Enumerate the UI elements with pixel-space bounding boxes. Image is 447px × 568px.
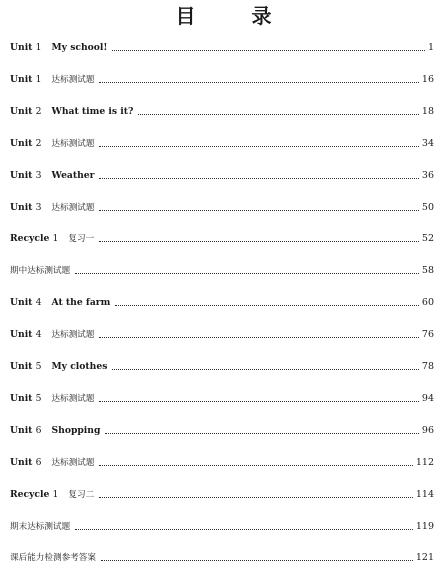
toc-entry[interactable] xyxy=(10,455,434,471)
toc-entry-unit-label: Recycle xyxy=(10,233,50,245)
toc-entry-unit-number: 4 xyxy=(35,329,42,341)
toc-entry-page-number: 112 xyxy=(415,456,434,468)
dot-leader xyxy=(99,209,418,211)
toc-entry-title: Weather xyxy=(51,169,95,181)
toc-entry-title: 期中达标测试题 xyxy=(10,266,71,277)
dot-leader xyxy=(99,464,412,466)
toc-entry-unit-label: Unit xyxy=(10,137,33,149)
toc-entry-unit xyxy=(10,391,42,407)
toc-entry-unit xyxy=(10,295,42,311)
toc-entry-title: 复习一 xyxy=(68,234,95,245)
toc-entry-title: 达标测试题 xyxy=(51,138,95,149)
toc-entry-unit-label: Unit xyxy=(10,456,33,468)
toc-entry[interactable] xyxy=(10,295,434,311)
toc-entry[interactable] xyxy=(10,72,434,88)
toc-entry[interactable] xyxy=(10,168,434,184)
toc-entry-title: 课后能力检测参考答案 xyxy=(10,553,96,564)
toc-entry-unit-label: Unit xyxy=(10,105,33,117)
toc-entry-unit-label: Unit xyxy=(10,42,33,53)
dot-leader xyxy=(115,304,419,306)
toc-entry[interactable] xyxy=(10,359,434,375)
dot-leader xyxy=(99,145,418,147)
dot-leader xyxy=(101,559,413,561)
toc-entry-page-number: 119 xyxy=(415,520,434,532)
toc-entry-title: 达标测试题 xyxy=(51,457,95,468)
toc-entry-page-number: 78 xyxy=(421,361,434,372)
toc-entry-unit-label: Recycle xyxy=(10,488,50,500)
dot-leader xyxy=(99,496,413,498)
toc-entry-title: My school! xyxy=(51,42,108,53)
dot-leader xyxy=(112,368,419,370)
dot-leader xyxy=(75,528,413,530)
toc-entry-unit xyxy=(10,423,42,439)
dot-leader xyxy=(99,400,418,402)
toc-entry-title: Shopping xyxy=(51,424,101,436)
dot-leader xyxy=(99,177,418,179)
toc-entry-unit xyxy=(10,40,42,56)
toc-entry-unit-number: 4 xyxy=(35,297,42,309)
toc-entry-unit-number: 1 xyxy=(52,488,59,500)
dot-leader xyxy=(99,336,418,338)
toc-entry-page-number: 18 xyxy=(421,105,434,117)
toc-entry-title: My clothes xyxy=(51,361,108,372)
toc-entry[interactable] xyxy=(10,40,434,56)
toc-entry[interactable] xyxy=(10,200,434,216)
toc-entry-title: 期末达标测试题 xyxy=(10,521,71,532)
dot-leader xyxy=(105,432,419,434)
toc-entry-unit-label: Unit xyxy=(10,424,33,436)
toc-entry-page-number: 94 xyxy=(421,392,434,404)
toc-entry[interactable] xyxy=(10,550,434,566)
toc-entry[interactable] xyxy=(10,487,434,503)
toc-entry[interactable] xyxy=(10,231,434,247)
toc-entry-unit xyxy=(10,455,42,471)
toc-entry-page-number: 76 xyxy=(421,329,434,341)
toc-entry-page-number: 58 xyxy=(421,265,434,277)
toc-entry-unit xyxy=(10,104,42,120)
toc-entry-unit xyxy=(10,200,42,216)
toc-entry-page-number: 36 xyxy=(421,169,434,181)
toc-entry-page-number: 50 xyxy=(421,201,434,213)
toc-entry-page-number: 16 xyxy=(421,73,434,85)
toc-entry[interactable] xyxy=(10,519,434,535)
toc-entry-unit-number: 2 xyxy=(35,137,42,149)
toc-entry-title: 达标测试题 xyxy=(51,74,95,85)
toc-entry-page-number: 96 xyxy=(421,424,434,436)
toc-entry-unit-number: 6 xyxy=(35,424,42,436)
toc-entry-unit xyxy=(10,136,42,152)
toc-entry-unit-number: 1 xyxy=(35,42,42,53)
toc-entry-unit-number: 3 xyxy=(35,201,42,213)
toc-entry-unit-label: Unit xyxy=(10,392,33,404)
toc-entry[interactable] xyxy=(10,423,434,439)
toc-entry[interactable] xyxy=(10,327,434,343)
toc-entry-unit-label: Unit xyxy=(10,169,33,181)
toc-entry-page-number: 121 xyxy=(415,552,434,564)
toc-entry-page-number: 114 xyxy=(415,488,434,500)
toc-entry-page-number: 1 xyxy=(427,42,434,53)
toc-entry-unit-number: 5 xyxy=(35,392,42,404)
dot-leader xyxy=(112,49,425,51)
toc-entry-unit-number: 2 xyxy=(35,105,42,117)
toc-entry-unit-label: Unit xyxy=(10,201,33,213)
toc-entry-page-number: 34 xyxy=(421,137,434,149)
toc-entry-unit-number: 6 xyxy=(35,456,42,468)
toc-entry-unit xyxy=(10,168,42,184)
toc-entry-title: 达标测试题 xyxy=(51,202,95,213)
toc-entry[interactable] xyxy=(10,136,434,152)
toc-entry-unit-number: 3 xyxy=(35,169,42,181)
toc-entry-page-number: 52 xyxy=(421,233,434,245)
toc-entry-title: What time is it? xyxy=(51,105,134,117)
toc-entry-unit-label: Unit xyxy=(10,73,33,85)
toc-entry-unit-number: 5 xyxy=(35,361,42,372)
toc-entry-title: 达标测试题 xyxy=(51,330,95,341)
toc-entry-title: 复习二 xyxy=(68,489,95,500)
toc-entry-unit xyxy=(10,231,58,247)
toc-entry-title: At the farm xyxy=(51,297,111,309)
toc-entry-unit-label: Unit xyxy=(10,361,33,372)
toc-entry-unit-number: 1 xyxy=(35,73,42,85)
toc-entry-page-number: 60 xyxy=(421,297,434,309)
toc-entry-title: 达标测试题 xyxy=(51,393,95,404)
dot-leader xyxy=(99,240,419,242)
toc-entry[interactable] xyxy=(10,104,434,120)
page-title: 目 录 xyxy=(175,4,290,28)
toc-entry-unit xyxy=(10,359,42,375)
toc-entry-unit-label: Unit xyxy=(10,329,33,341)
toc-entry-unit xyxy=(10,72,42,88)
dot-leader xyxy=(99,81,418,83)
dot-leader xyxy=(75,272,419,274)
dot-leader xyxy=(138,113,419,115)
toc-entry[interactable] xyxy=(10,263,434,279)
toc-entry-unit xyxy=(10,327,42,343)
toc-entry-unit xyxy=(10,487,58,503)
toc-entry-unit-label: Unit xyxy=(10,297,33,309)
toc-entry[interactable] xyxy=(10,391,434,407)
toc-entry-unit-number: 1 xyxy=(52,233,59,245)
